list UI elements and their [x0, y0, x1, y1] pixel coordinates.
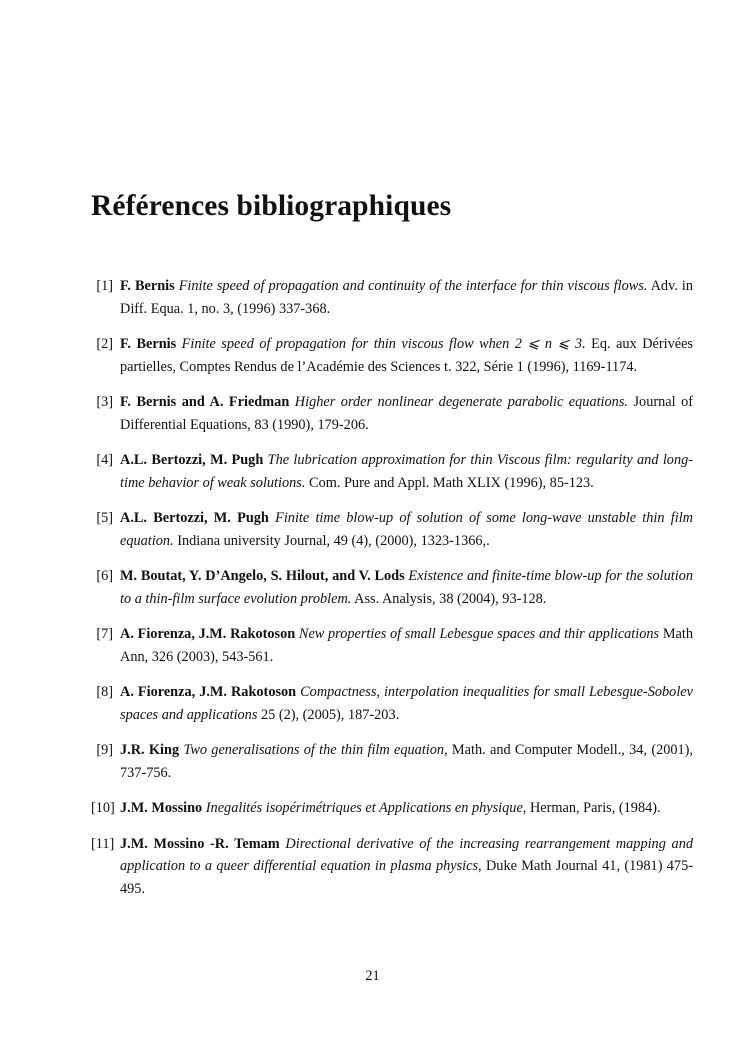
reference-item [91, 739, 693, 784]
reference-authors: J.M. Mossino -R. Temam [120, 835, 280, 852]
reference-number: [5] [96, 510, 113, 526]
reference-title: New properties of small Lebesgue spaces and thir applications [298, 626, 660, 642]
reference-details: Com. Pure and Appl. Math XLIX (1996), 85-123. [309, 474, 594, 491]
reference-title: The lubrication approximation for thin Viscous film: regularity and long-time behavior of weak solutions. [120, 452, 694, 491]
reference-title: Finite time blow-up of solution of some long-wave unstable thin film equation. [120, 510, 694, 549]
reference-item [91, 681, 693, 726]
reference-number: [1] [96, 278, 113, 294]
reference-number: [11] [91, 835, 115, 852]
page-number: 21 [365, 968, 380, 984]
section-heading: Références bibliographiques [91, 190, 452, 222]
reference-details: , Math. and Computer Modell., 34, (2001), 737-756. [120, 742, 694, 781]
reference-title: Finite speed of propagation for thin viscous flow when 2 ⩽ n ⩽ 3. [181, 336, 586, 352]
reference-details: Duke Math Journal 41, (1981) 475-495. [120, 858, 693, 897]
reference-item [91, 797, 693, 820]
reference-list [91, 275, 693, 913]
reference-details: Ass. Analysis, 38 (2004), 93-128. [354, 590, 547, 607]
reference-item [91, 507, 693, 552]
reference-details: Adv. in Diff. Equa. 1, no. 3, (1996) 337-368. [120, 278, 693, 317]
reference-authors: F. Bernis and A. Friedman [120, 394, 290, 410]
reference-item [91, 449, 693, 494]
reference-details: 25 (2), (2005), 187-203. [260, 706, 400, 723]
reference-title: Finite speed of propagation and continuity of the interface for thin viscous flows. [178, 278, 648, 294]
reference-details: Math Ann, 326 (2003), 543-561. [120, 626, 694, 665]
reference-number: [8] [96, 684, 113, 700]
reference-item [91, 333, 693, 378]
reference-authors: J.M. Mossino [120, 800, 203, 816]
reference-title: Compactness, interpolation inequalities for small Lebesgue-Sobolev spaces and applications [120, 684, 693, 723]
reference-title: Existence and finite-time blow-up for the solution to a thin-film surface evolution problem. [120, 568, 693, 607]
reference-details: Eq. aux Dérivées partielles, Comptes Rendus de l’Académie des Sciences t. 322, Série 1 (1996), 1169-1174. [120, 336, 693, 375]
reference-title: Inegalités isopérimétriques et Applications en physique [205, 800, 523, 816]
reference-authors: A. Fiorenza, J.M. Rakotoson [120, 684, 297, 700]
reference-number: [2] [96, 336, 113, 352]
reference-authors: A. Fiorenza, J.M. Rakotoson [120, 626, 296, 642]
reference-title: Higher order nonlinear degenerate parabolic equations. [294, 394, 628, 410]
reference-number: [10] [91, 800, 115, 816]
reference-item [91, 565, 693, 610]
reference-authors: J.R. King [120, 742, 180, 758]
reference-details: Journal of Differential Equations, 83 (1990), 179-206. [120, 394, 693, 433]
reference-number: [7] [96, 626, 113, 642]
reference-number: [9] [96, 742, 113, 758]
reference-authors: A.L. Bertozzi, M. Pugh [120, 510, 269, 526]
reference-details: Indiana university Journal, 49 (4), (2000), 1323-1366,. [177, 532, 490, 549]
reference-details: , Herman, Paris, (1984). [522, 800, 661, 816]
reference-number: [4] [96, 452, 113, 468]
reference-item [91, 623, 693, 668]
reference-number: [3] [96, 394, 113, 410]
reference-item [91, 391, 693, 436]
reference-title: Two generalisations of the thin film equation [183, 742, 445, 758]
reference-title: Directional derivative of the increasing rearrangement mapping and application to a queer differential equation in plasma physics, [120, 835, 694, 874]
reference-authors: F. Bernis [120, 336, 177, 352]
reference-authors: A.L. Bertozzi, M. Pugh [120, 452, 264, 468]
reference-item [91, 833, 693, 901]
reference-item [91, 275, 693, 320]
reference-authors: F. Bernis [120, 278, 175, 294]
reference-authors: M. Boutat, Y. D’Angelo, S. Hilout, and V. Lods [120, 568, 405, 584]
reference-number: [6] [96, 568, 113, 584]
